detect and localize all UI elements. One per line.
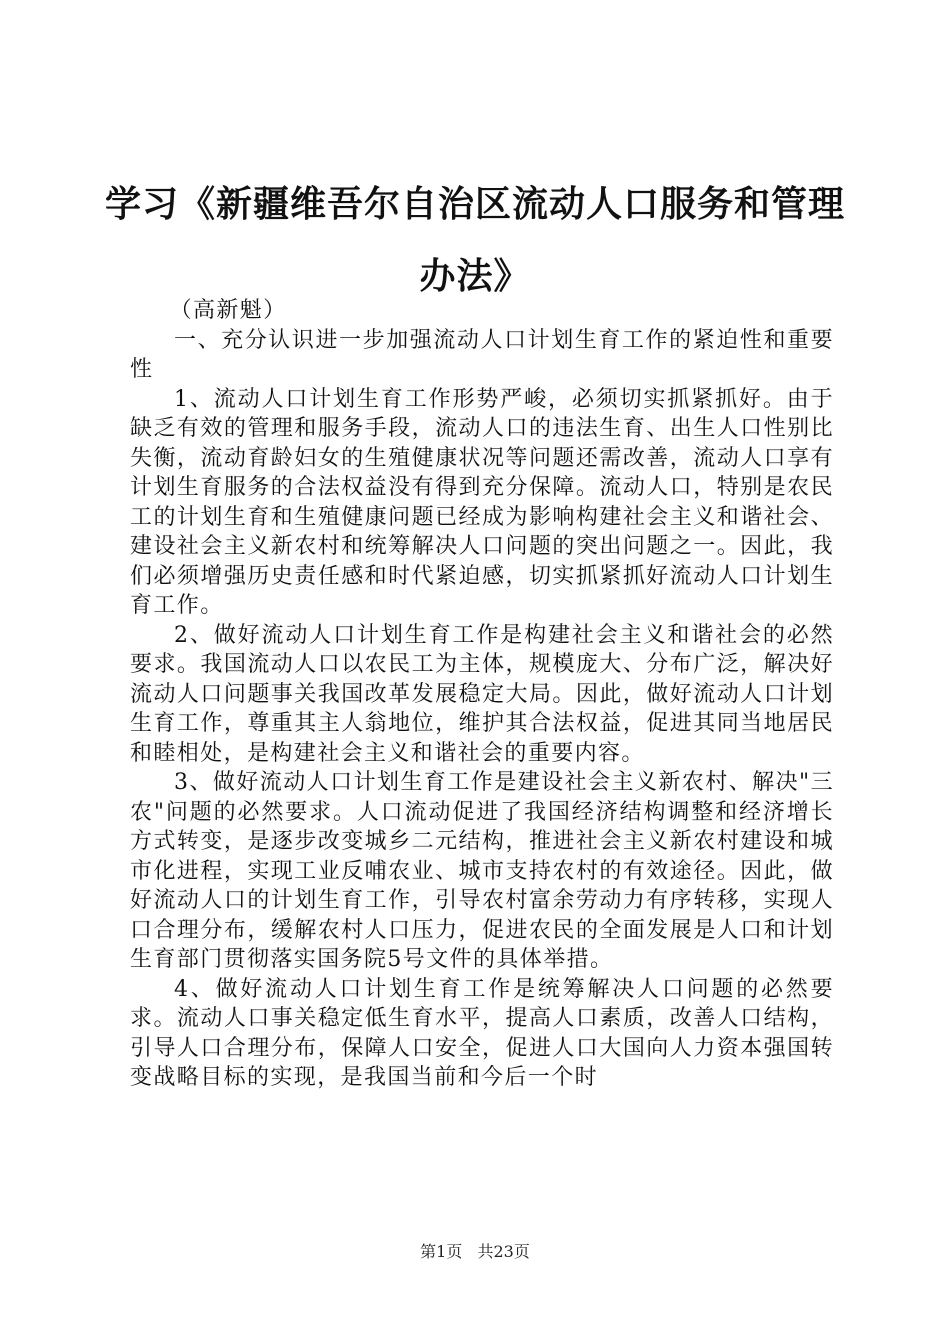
document-title: 学习《新疆维吾尔自治区流动人口服务和管理办法》 <box>104 183 845 297</box>
author-line: （高新魁） <box>169 298 287 323</box>
total-pages: 共23页 <box>477 1242 530 1261</box>
document-body <box>130 296 834 1093</box>
paragraph-heading-1: 一、充分认识进一步加强流动人口计划生育工作的紧迫性和重要性 <box>130 327 834 382</box>
page-number: 第1页 <box>420 1242 463 1261</box>
paragraph-1: 1、流动人口计划生育工作形势严峻，必须切实抓紧抓好。由于缺乏有效的管理和服务手段，流动人口的违法生育、出生人口性别比失衡，流动育龄妇女的生殖健康状况等问题还需改善，流动人口享有计划生育服务的合法权益没有得到充分保障。流动人口，特别是农民工的计划生育和生殖健康问题已经成为影响构建社会主义和谐社会、建设社会主义新农村和统筹解决人口问题的突出问题之一。因此，我们必须增强历史责任感和时代紧迫感，切实抓紧抓好流动人口计划生育工作。 <box>130 386 834 618</box>
paragraph-2: 2、做好流动人口计划生育工作是构建社会主义和谐社会的必然要求。我国流动人口以农民工为主体，规模庞大、分布广泛，解决好流动人口问题事关我国改革发展稳定大局。因此，做好流动人口计划生育工作，尊重其主人翁地位，维护其合法权益，促进其同当地居民和睦相处，是构建社会主义和谐社会的重要内容。 <box>130 622 834 766</box>
paragraph-4: 4、做好流动人口计划生育工作是统筹解决人口问题的必然要求。流动人口事关稳定低生育水平，提高人口素质，改善人口结构，引导人口合理分布，保障人口安全，促进人口大国向人力资本强国转变战略目标的实现，是我国当前和今后一个时 <box>130 976 834 1090</box>
page-footer <box>0 1242 950 1262</box>
paragraph-3: 3、做好流动人口计划生育工作是建设社会主义新农村、解决"三农"问题的必然要求。人口流动促进了我国经济结构调整和经济增长方式转变，是逐步改变城乡二元结构，推进社会主义新农村建设和城市化进程，实现工业反哺农业、城市支持农村的有效途径。因此，做好流动人口的计划生育工作，引导农村富余劳动力有序转移，实现人口合理分布，缓解农村人口压力，促进农民的全面发展是人口和计划生育部门贯彻落实国务院5号文件的具体举措。 <box>130 770 834 972</box>
